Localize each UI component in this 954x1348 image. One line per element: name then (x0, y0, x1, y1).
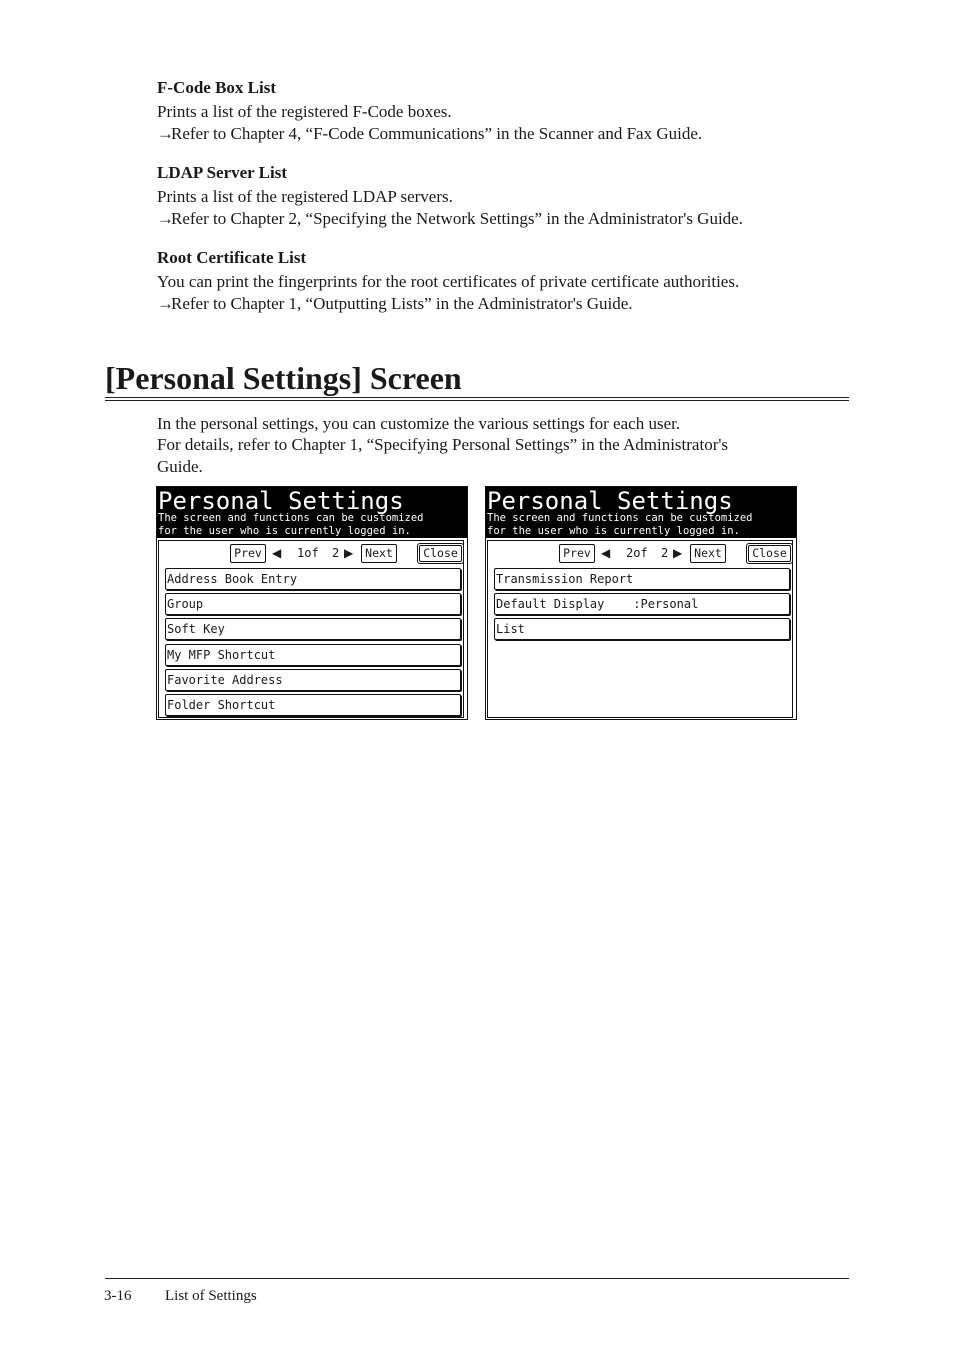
screen-desc-line-2: for the user who is currently logged in. (158, 525, 411, 537)
list-item-group[interactable]: Group (165, 593, 461, 615)
next-button[interactable]: Next (690, 544, 726, 563)
close-button-label: Close (419, 545, 462, 562)
section-desc-ldap: Prints a list of the registered LDAP servers. (157, 187, 453, 206)
page-total: 2 (661, 546, 669, 560)
list-item-address-book-entry[interactable]: Address Book Entry (165, 568, 461, 590)
section-title-rootcert: Root Certificate List (157, 248, 307, 267)
prev-button[interactable]: Prev (230, 544, 266, 563)
list-item-folder-shortcut[interactable]: Folder Shortcut (165, 694, 461, 716)
screen-header (486, 487, 796, 538)
section-title-fcode: F-Code Box List (157, 78, 276, 97)
footer-rule (105, 1278, 849, 1279)
personal-settings-screen-2 (485, 486, 797, 720)
section-ref-ldap (157, 208, 743, 230)
screen-desc-line-2: for the user who is currently logged in. (487, 525, 740, 537)
intro-line-2: For details, refer to Chapter 1, “Specifying Personal Settings” in the Administrator's (157, 435, 729, 454)
section-desc-fcode: Prints a list of the registered F-Code boxes. (157, 102, 452, 121)
list-item-list[interactable]: List (494, 618, 790, 640)
ref-text: Refer to Chapter 2, “Specifying the Network Settings” in the Administrator's Guide. (171, 209, 743, 228)
next-button[interactable]: Next (361, 544, 397, 563)
heading-rule (105, 397, 849, 401)
personal-settings-screen-1 (156, 486, 468, 720)
list-item-default-display[interactable]: Default Display :Personal (494, 593, 790, 615)
footer-section-name: List of Settings (165, 1288, 257, 1304)
screen-desc-line-1: The screen and functions can be customized (487, 512, 753, 524)
section-ref-rootcert (157, 293, 633, 315)
section-ref-fcode (157, 123, 702, 145)
intro-line-1: In the personal settings, you can customize the various settings for each user. (157, 414, 681, 433)
page-heading: [Personal Settings] Screen (105, 360, 462, 396)
arrow-icon: → (157, 209, 174, 228)
triangle-right-icon: ▶ (673, 546, 683, 560)
close-button[interactable] (417, 543, 464, 564)
page-current: 2of (626, 546, 648, 560)
intro-line-3: Guide. (157, 457, 203, 476)
ref-text: Refer to Chapter 4, “F-Code Communications” in the Scanner and Fax Guide. (171, 124, 703, 143)
triangle-right-icon: ▶ (344, 546, 354, 560)
list-item-favorite-address[interactable]: Favorite Address (165, 669, 461, 691)
page-total: 2 (332, 546, 340, 560)
close-button[interactable] (746, 543, 793, 564)
footer-page-number: 3-16 (104, 1288, 132, 1304)
section-desc-rootcert: You can print the fingerprints for the root certificates of private certificate authorities. (157, 272, 740, 291)
ref-text: Refer to Chapter 1, “Outputting Lists” in the Administrator's Guide. (171, 294, 633, 313)
screen-body (158, 540, 464, 718)
prev-button[interactable]: Prev (559, 544, 595, 563)
arrow-icon: → (157, 124, 174, 143)
screen-title: Personal Settings (158, 487, 404, 515)
page-current: 1of (297, 546, 319, 560)
list-item-my-mfp-shortcut[interactable]: My MFP Shortcut (165, 644, 461, 666)
list-item-transmission-report[interactable]: Transmission Report (494, 568, 790, 590)
screen-body (487, 540, 793, 718)
arrow-icon: → (157, 294, 174, 313)
section-title-ldap: LDAP Server List (157, 163, 288, 182)
close-button-label: Close (748, 545, 791, 562)
triangle-left-icon: ◀ (272, 546, 282, 560)
triangle-left-icon: ◀ (601, 546, 611, 560)
screen-header (157, 487, 467, 538)
screen-desc-line-1: The screen and functions can be customized (158, 512, 424, 524)
screen-title: Personal Settings (487, 487, 733, 515)
list-item-soft-key[interactable]: Soft Key (165, 618, 461, 640)
